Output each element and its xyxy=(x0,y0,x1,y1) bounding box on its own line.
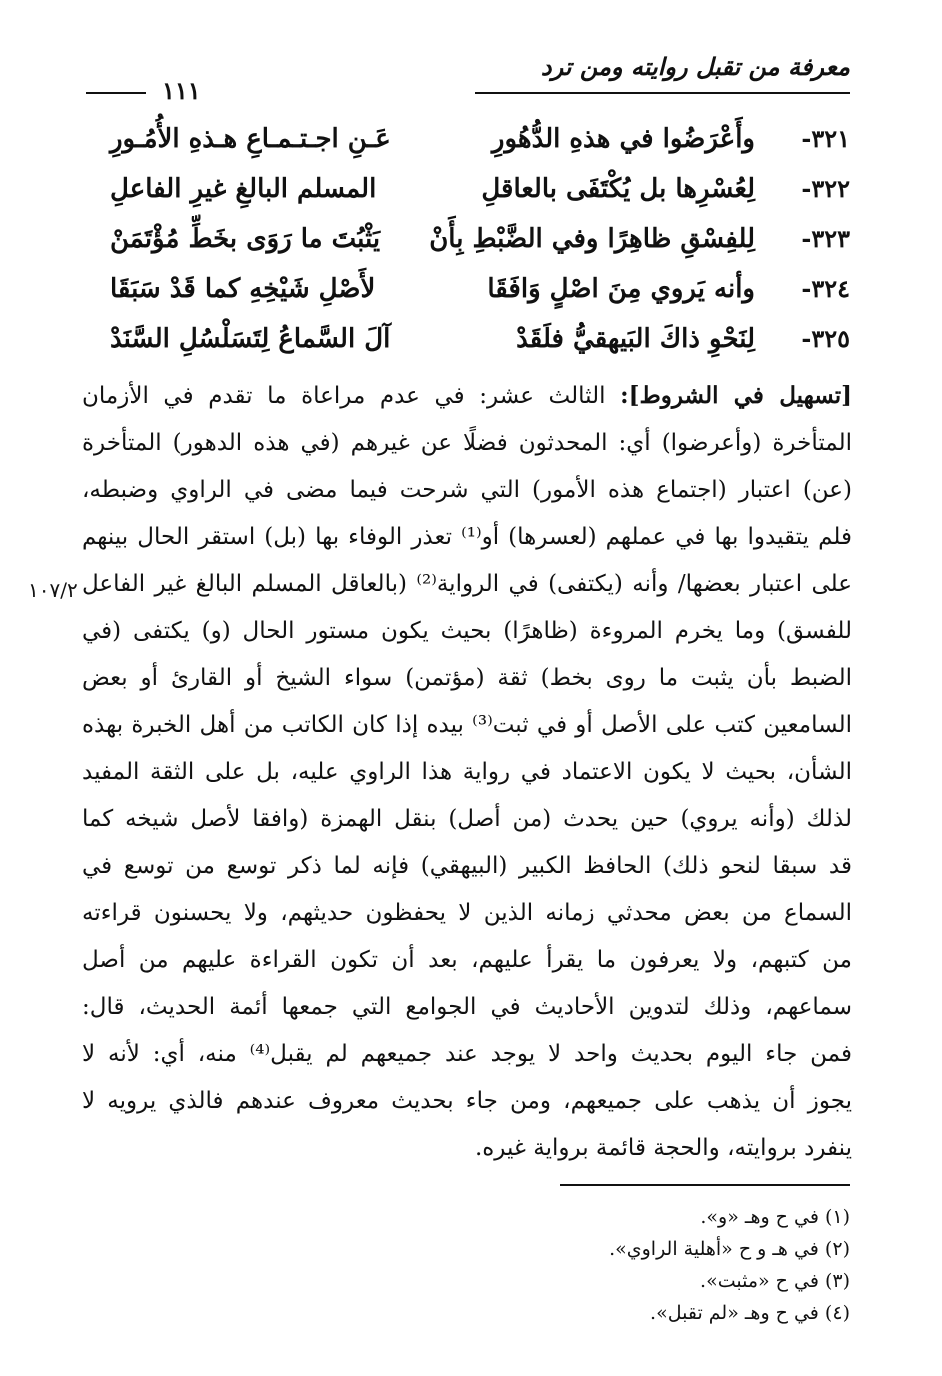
footnote: (٢) في هـ و ح «أهلية الراوي». xyxy=(609,1238,850,1260)
footnote: (١) في ح وهـ «و». xyxy=(700,1206,850,1228)
verse-second-hemistich: المسلم البالغِ غيرِ الفاعلِ xyxy=(110,174,377,204)
verse-number: ٣٢٥- xyxy=(801,324,850,353)
verse-row xyxy=(110,324,850,374)
verse-first-hemistich: وأَعْرَضُوا في هذهِ الدُّهُورِ xyxy=(491,124,755,154)
verse-second-hemistich: عَـنِ اجـتـمـاعِ هـذهِ الأُمُـورِ xyxy=(110,124,391,154)
prose-line xyxy=(82,380,852,412)
prose-line: السماع من بعض محدثي زمانه الذين لا يحفظون حديثهم، ولا يحسنون قراءته xyxy=(82,900,852,926)
header-rule-right xyxy=(475,92,850,94)
prose-line: فلم يتقيدوا بها في عملهم (لعسرها) أو⁽¹⁾ تعذر الوفاء بها (بل) استقر الحال بينهم xyxy=(82,524,852,550)
margin-page-reference: ١٠٧/٢ xyxy=(28,578,78,602)
page-number: ١١١ xyxy=(162,76,201,105)
verse-first-hemistich: لِلفِسْقِ ظاهِرًا وفي الضَّبْطِ بِأَنْ xyxy=(429,224,755,254)
prose-line: الشأن، بحيث لا يكون الاعتماد في رواية هذا الراوي عليه، بل على الثقة المفيد xyxy=(82,759,852,785)
verse-number: ٣٢١- xyxy=(801,124,850,153)
prose-line: لذلك (وأنه يروي) حين يحدث (من أصل) بنقل الهمزة (وافقا لأصل شيخه كما xyxy=(82,806,852,832)
verse-second-hemistich: لأَصْلِ شَيْخِهِ كما قَدْ سَبَقَا xyxy=(110,274,376,304)
section-label: [تسهيل في الشروط]: xyxy=(620,382,852,409)
prose-line: السامعين كتب على الأصل أو في ثبت⁽³⁾ بيده إذا كان الكاتب من أهل الخبرة بهذه xyxy=(82,712,852,738)
verse-number: ٣٢٣- xyxy=(801,224,850,253)
prose-line: المتأخرة (وأعرضوا) أي: المحدثون فضلًا عن غيرهم (في هذه الدهور) المتأخرة xyxy=(82,430,852,456)
verse-first-hemistich: وأنه يَروي مِنَ اصْلٍ وَافَقَا xyxy=(487,274,755,304)
prose-line: فمن جاء اليوم بحديث واحد لا يوجد عند جميعهم لم يقبل⁽⁴⁾ منه، أي: لأنه لا xyxy=(82,1041,852,1067)
verse-row xyxy=(110,224,850,274)
prose-line: من كتبهم، ولا يعرفون ما يقرأ عليهم، بعد أن تكون القراءة عليهم من أصل xyxy=(82,947,852,973)
verse-first-hemistich: لِنَحْوِ ذاكَ البَيهقيُّ فلَقَدْ xyxy=(516,324,755,354)
verse-second-hemistich: يَثْبُتَ ما رَوَى بخَطِّ مُؤْتَمَنْ xyxy=(110,224,381,254)
prose-line: على اعتبار بعضها/ وأنه (يكتفى) في الرواية⁽²⁾ (بالعاقل المسلم البالغ غير الفاعل xyxy=(82,571,852,597)
prose-line: يجوز أن يذهب على جميعهم، ومن جاء بحديث معروف عندهم فالذي يرويه لا xyxy=(82,1088,852,1114)
prose-line: الضبط بأن يثبت ما روى بخط) ثقة (مؤتمن) سواء الشيخ أو القارئ أو بعض xyxy=(82,665,852,691)
footnote: (٣) في ح «مثبت». xyxy=(700,1270,850,1292)
running-header-title: معرفة من تقبل روايته ومن ترد xyxy=(540,52,850,81)
verse-row xyxy=(110,124,850,174)
footnote: (٤) في ح وهـ «لم تقبل». xyxy=(650,1302,850,1324)
verse-number: ٣٢٤- xyxy=(801,274,850,303)
verse-row xyxy=(110,174,850,224)
prose-line: سماعهم، وذلك لتدوين الأحاديث في الجوامع التي جمعها أئمة الحديث، قال: xyxy=(82,994,852,1020)
prose-line: (عن) اعتبار (اجتماع هذه الأمور) التي شرحت فيما مضى في الراوي وضبطه، xyxy=(82,477,852,503)
verse-second-hemistich: آلَ السَّماعُ لِتَسَلْسُلِ السَّنَدْ xyxy=(110,324,391,354)
prose-line: قد سبقا لنحو ذلك) الحافظ الكبير (البيهقي) فإنه لما ذكر توسع من توسع في xyxy=(82,853,852,879)
verse-row xyxy=(110,274,850,324)
prose-line: ينفرد بروايته، والحجة قائمة برواية غيره. xyxy=(474,1135,852,1161)
prose-text: الثالث عشر: في عدم مراعاة ما تقدم في الأزمان xyxy=(82,383,606,409)
prose-line: للفسق) وما يخرم المروءة (ظاهرًا) بحيث يكون مستور الحال (و) يكتفى (في xyxy=(82,618,852,644)
footnote-separator xyxy=(560,1184,850,1186)
verse-first-hemistich: لِعُسْرِها بل يُكْتَفَى بالعاقلِ xyxy=(481,174,755,204)
verse-number: ٣٢٢- xyxy=(801,174,850,203)
header-rule-left xyxy=(86,92,146,94)
